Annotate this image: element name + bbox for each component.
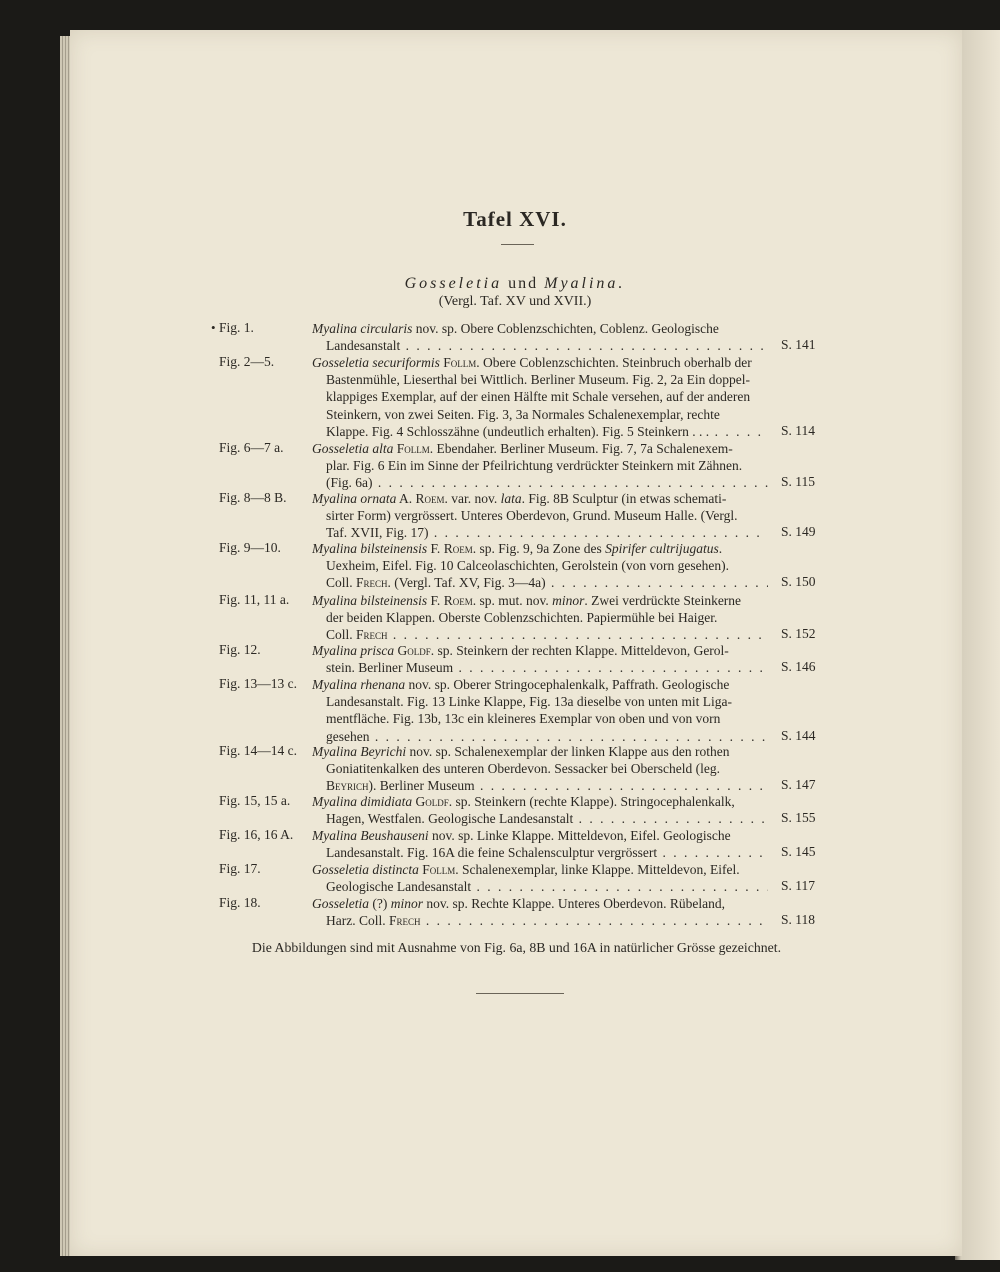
figure-description (312, 861, 768, 895)
figure-description (312, 827, 768, 861)
description-line: Landesanstalt . . . (312, 337, 768, 354)
description-line: der beiden Klappen. Oberste Coblenzschichten. Papiermühle bei Haiger. (326, 610, 718, 626)
figure-number: Fig. 6—7 a. (219, 440, 284, 455)
description-line: Harz. Coll. Frech . . . (312, 912, 768, 929)
description-line: Gosseletia distincta Follm. Schalenexemplar, linke Klappe. Mitteldevon, Eifel. (312, 862, 740, 877)
page-reference: S. 147 (781, 777, 816, 793)
figure-number: Fig. 8—8 B. (219, 490, 287, 505)
figure-description (312, 743, 768, 795)
description-line: Myalina prisca Goldf. sp. Steinkern der rechten Klappe. Mitteldevon, Gerol- (312, 643, 729, 658)
description-line: Myalina Beushauseni nov. sp. Linke Klappe. Mitteldevon, Eifel. Geologische (312, 828, 731, 843)
description-line: Bastenmühle, Lieserthal bei Wittlich. Berliner Museum. Fig. 2, 2a Ein doppel- (326, 372, 750, 388)
figure-number: Fig. 1. (219, 320, 254, 335)
description-line: Hagen, Westfalen. Geologische Landesanstalt . . . (312, 810, 768, 827)
figure-number: Fig. 15, 15 a. (219, 793, 291, 808)
description-line: Gosseletia alta Follm. Ebendaher. Berliner Museum. Fig. 7, 7a Schalenexem- (312, 441, 733, 456)
description-line: Myalina rhenana nov. sp. Oberer Stringocephalenkalk, Paffrath. Geologische (312, 677, 730, 692)
genus-gosseletia: Gosseletia (404, 275, 503, 292)
page-reference: S. 149 (781, 524, 816, 540)
genus-myalina: Myalina. (544, 275, 626, 292)
description-line: Myalina bilsteinensis F. Roem. sp. mut. nov. minor. Zwei verdrückte Steinkerne (312, 593, 742, 608)
description-line: stein. Berliner Museum . . . (312, 659, 768, 676)
page-reference: S. 155 (781, 810, 816, 826)
description-line: Goniatitenkalken des unteren Oberdevon. Sessacker bei Oberscheld (leg. (326, 761, 720, 777)
description-line: mentfläche. Fig. 13b, 13c ein kleineres Exemplar von oben und von vorn (326, 711, 721, 727)
description-line: Klappe. Fig. 4 Schlosszähne (undeutlich erhalten). Fig. 5 Steinkern . . . . . . (312, 423, 768, 440)
description-line: Gosseletia securiformis Follm. Obere Coblenzschichten. Steinbruch oberhalb der (312, 355, 752, 370)
figure-number: Fig. 17. (219, 861, 261, 876)
description-line: Taf. XVII, Fig. 17) . . . (312, 524, 768, 541)
plate-title: Tafel XVI. (463, 207, 567, 231)
figure-description (312, 320, 768, 354)
closing-rule (476, 993, 564, 994)
footer-note: Die Abbildungen sind mit Ausnahme von Fig. 6a, 8B und 16A in natürlicher Grösse gezeichnet. (251, 940, 782, 955)
description-line: sirter Form) vergrössert. Unteres Oberdevon, Grund. Museum Halle. (Vergl. (326, 508, 738, 524)
description-line: gesehen . . . (312, 728, 768, 745)
figure-number: Fig. 13—13 c. (219, 676, 298, 691)
figure-description (312, 642, 768, 676)
figure-description (312, 540, 768, 592)
figure-description (312, 676, 768, 745)
description-line: Myalina dimidiata Goldf. sp. Steinkern (rechte Klappe). Stringocephalenkalk, (312, 794, 735, 809)
figure-description (312, 354, 768, 440)
description-line: Landesanstalt. Fig. 16A die feine Schalensculptur vergrössert . . . (312, 844, 768, 861)
figure-number: Fig. 12. (219, 642, 261, 657)
page-reference: S. 141 (781, 337, 816, 353)
page-reference: S. 150 (781, 574, 816, 590)
page-reference: S. 152 (781, 626, 816, 642)
page-reference: S. 117 (781, 878, 816, 894)
margin-mark: • (211, 320, 216, 335)
figure-description (312, 793, 768, 827)
page-reference: S. 118 (781, 912, 816, 928)
title-rule (501, 244, 534, 245)
description-line: plar. Fig. 6 Ein im Sinne der Pfeilrichtung verdrückter Steinkern mit Zähnen. (326, 458, 743, 474)
figure-number: Fig. 14—14 c. (219, 743, 298, 758)
plate-cross-reference: (Vergl. Taf. XV und XVII.) (438, 294, 592, 309)
figure-number: Fig. 18. (219, 895, 261, 910)
description-line: (Fig. 6a) . . . (312, 474, 768, 491)
description-line: Beyrich). Berliner Museum . . . (312, 777, 768, 794)
page-reference: S. 115 (781, 474, 816, 490)
figure-number: Fig. 11, 11 a. (219, 592, 290, 607)
description-line: klappiges Exemplar, auf der einen Hälfte mit Schale versehen, auf der anderen (326, 389, 751, 405)
description-line: Myalina bilsteinensis F. Roem. sp. Fig. 9, 9a Zone des Spirifer cultrijugatus. (312, 541, 723, 556)
subtitle-connector: und (508, 275, 539, 292)
figure-number: Fig. 16, 16 A. (219, 827, 294, 842)
figure-number: Fig. 2—5. (219, 354, 275, 369)
description-line: Landesanstalt. Fig. 13 Linke Klappe, Fig. 13a dieselbe von unten mit Liga- (326, 694, 733, 710)
description-line: Coll. Frech . . . (312, 626, 768, 643)
description-line: Myalina Beyrichi nov. sp. Schalenexemplar der linken Klappe aus den rothen (312, 744, 730, 759)
description-line: Coll. Frech. (Vergl. Taf. XV, Fig. 3—4a) . . . (312, 574, 768, 591)
figure-description (312, 490, 768, 542)
description-line: Myalina ornata A. Roem. var. nov. lata. Fig. 8B Sculptur (in etwas schemati- (312, 491, 727, 506)
plate-subtitle (0, 275, 1000, 293)
figure-description (312, 440, 768, 492)
description-line: Uexheim, Eifel. Fig. 10 Calceolaschichten, Gerolstein (von vorn gesehen). (326, 558, 730, 574)
description-line: Steinkern, von zwei Seiten. Fig. 3, 3a Normales Schalenexemplar, rechte (326, 406, 720, 422)
page-reference: S. 146 (781, 659, 816, 675)
page-reference: S. 145 (781, 844, 816, 860)
description-line: Gosseletia (?) minor nov. sp. Rechte Klappe. Unteres Oberdevon. Rübeland, (312, 896, 726, 911)
description-line: Myalina circularis nov. sp. Obere Coblenzschichten, Coblenz. Geologische (312, 321, 719, 336)
page-reference: S. 144 (781, 727, 816, 743)
figure-description (312, 895, 768, 929)
figure-number: Fig. 9—10. (219, 540, 281, 555)
description-line: Geologische Landesanstalt . . . (312, 878, 768, 895)
figure-description (312, 592, 768, 644)
page-reference: S. 114 (781, 422, 816, 438)
